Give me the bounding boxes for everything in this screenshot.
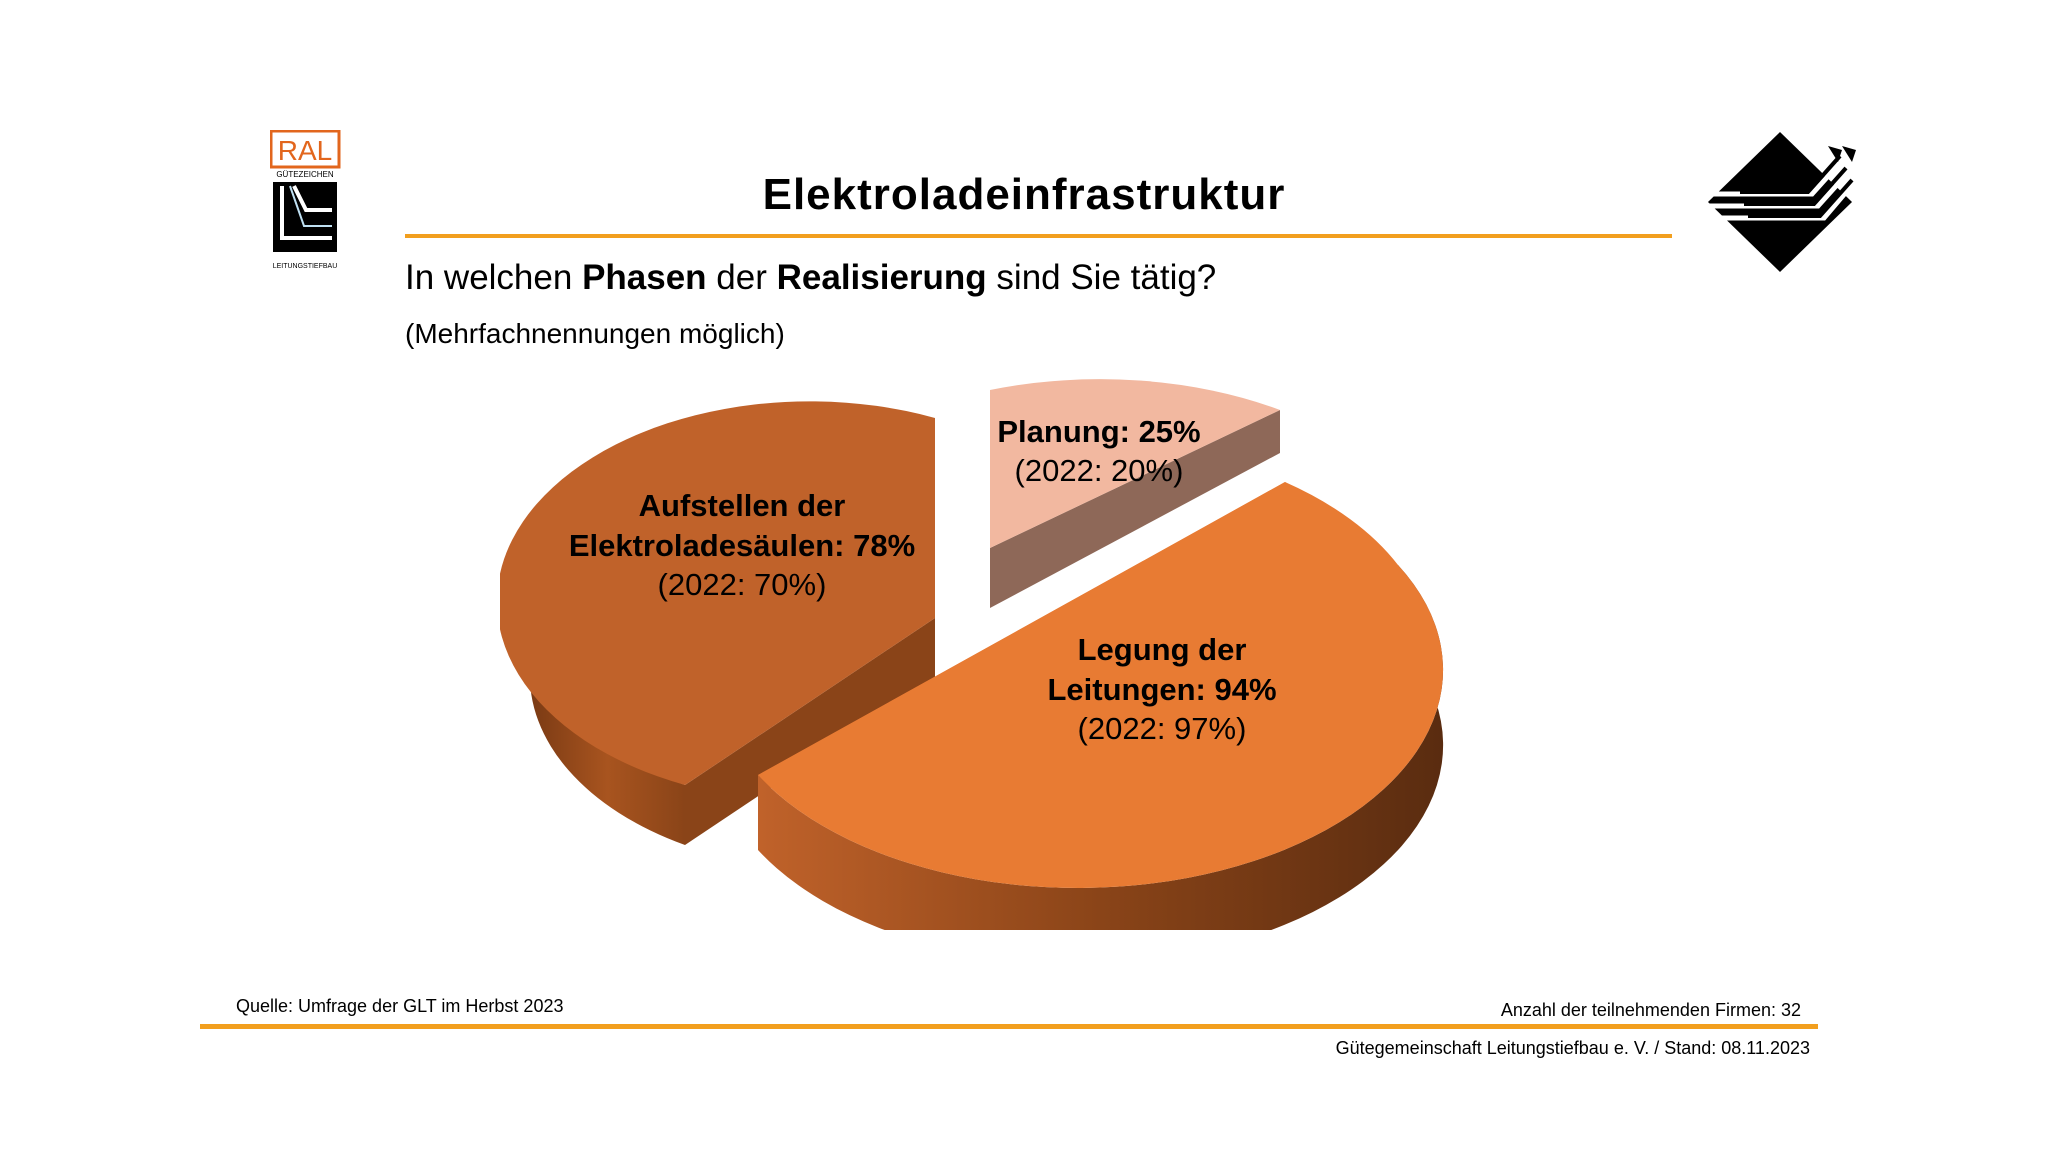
label-legung-line1: Legung der: [1077, 632, 1247, 667]
question-bold-phasen: Phasen: [582, 258, 707, 297]
question: [405, 258, 1216, 298]
ral-logo-bottom-text: LEITUNGSTIEFBAU: [272, 263, 338, 270]
footer-divider: [200, 1024, 1818, 1029]
question-bold-realisierung: Realisierung: [776, 258, 987, 297]
page-title: Elektroladeinfrastruktur: [762, 170, 1286, 219]
question-part-2: der: [706, 258, 777, 297]
organization-stand: Gütegemeinschaft Leitungstiefbau e. V. / Stand: 08.11.2023: [1335, 1038, 1810, 1058]
title-divider: [405, 234, 1672, 238]
source-note: Quelle: Umfrage der GLT im Herbst 2023: [236, 996, 564, 1016]
ral-logo-text: RAL: [277, 135, 333, 166]
label-legung: [1047, 632, 1276, 746]
label-legung-line2: Leitungen: 94%: [1047, 672, 1277, 707]
glt-logo: [1700, 130, 1860, 275]
multiple-answers-note: (Mehrfachnennungen möglich): [405, 318, 785, 349]
question-part-1: In welchen: [405, 258, 583, 297]
label-aufstellen-line1: Aufstellen der: [638, 488, 846, 523]
question-part-3: sind Sie tätig?: [986, 258, 1217, 297]
ral-logo-subtext: GÜTEZEICHEN: [276, 170, 334, 179]
label-aufstellen-line2: Elektroladesäulen: 78%: [568, 528, 916, 563]
label-planung-prev: (2022: 20%): [1014, 453, 1184, 488]
participants-count: Anzahl der teilnehmenden Firmen: 32: [1500, 1000, 1801, 1020]
label-legung-prev: (2022: 97%): [1077, 711, 1247, 746]
pie-chart: [500, 370, 1450, 930]
label-planung-title: Planung: 25%: [997, 414, 1201, 449]
label-aufstellen-prev: (2022: 70%): [657, 567, 827, 602]
